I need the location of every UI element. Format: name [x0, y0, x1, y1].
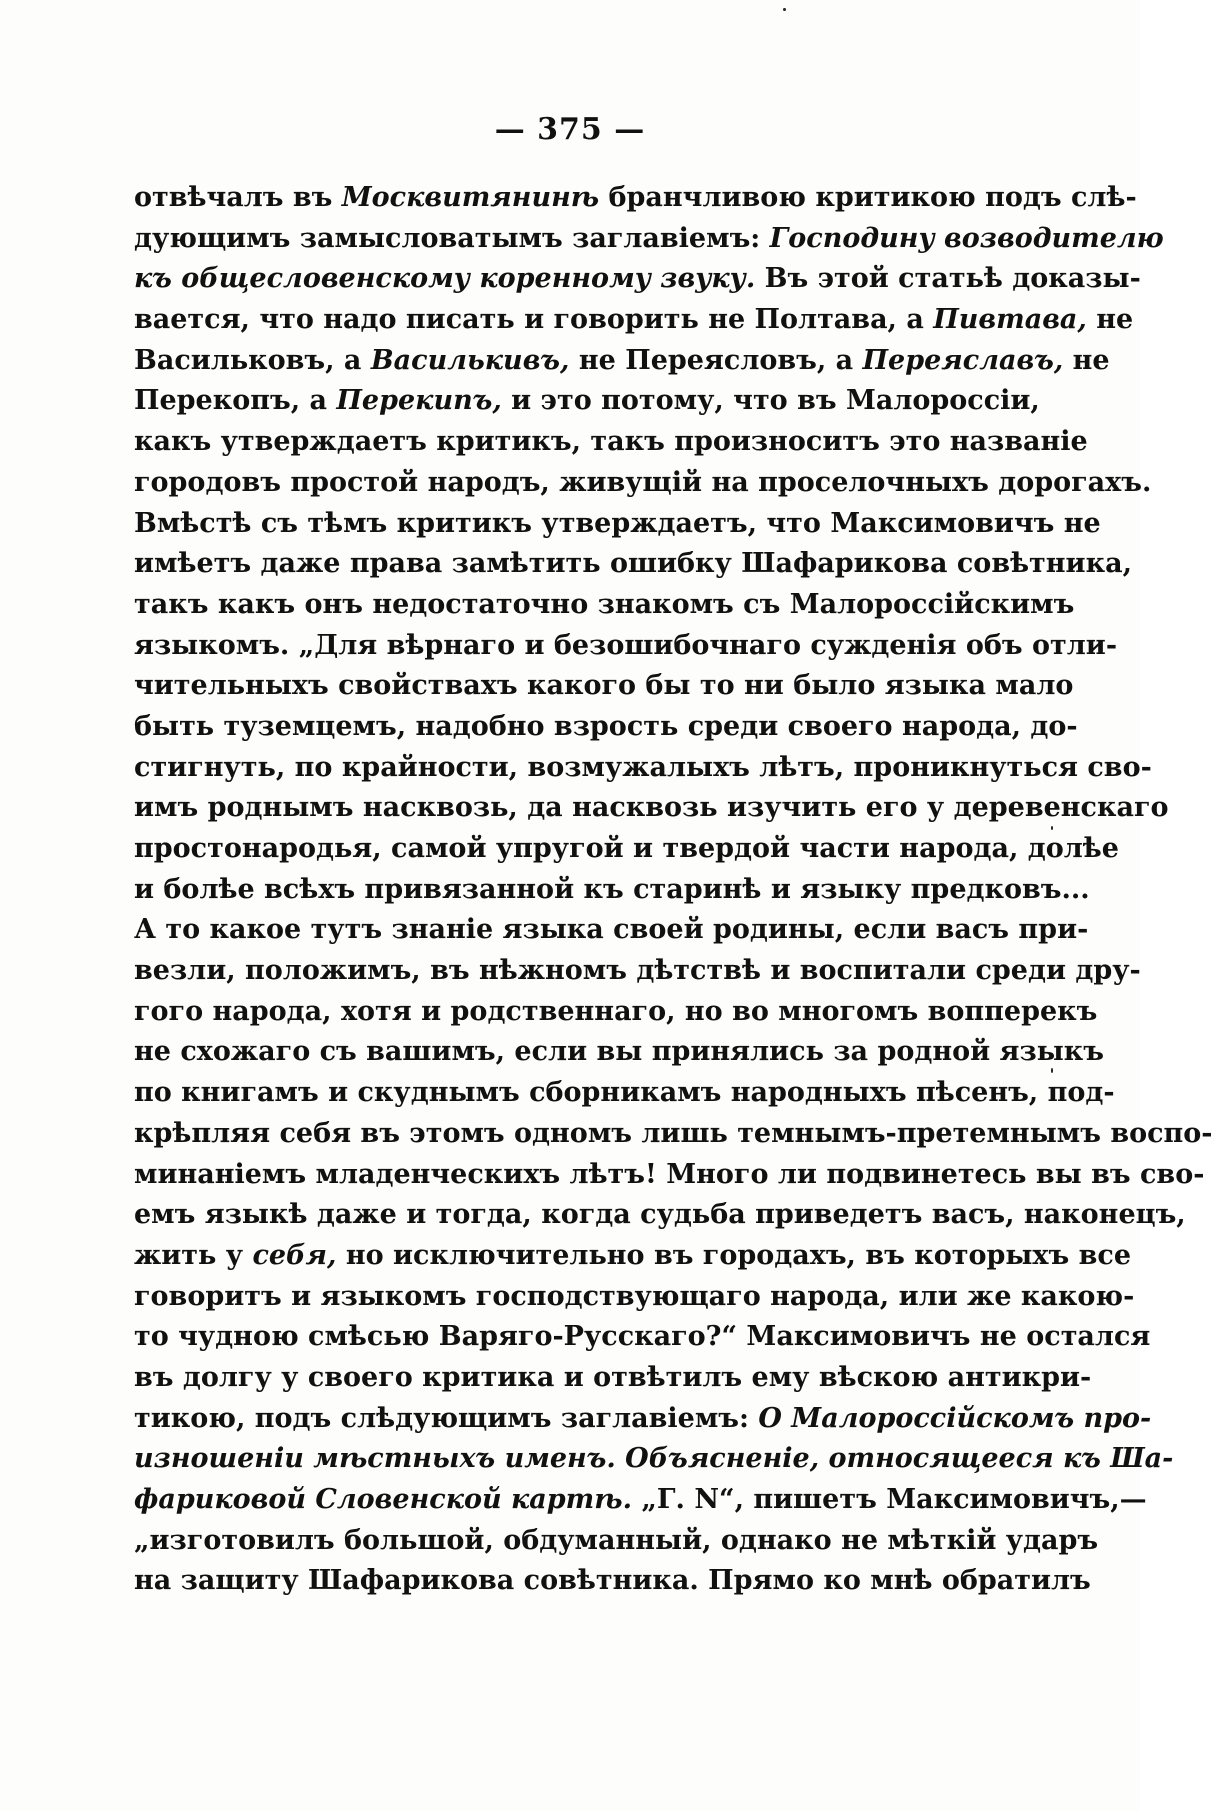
text-segment: Въ этой статьѣ доказы- [755, 263, 1141, 295]
text-segment: везли, положимъ, въ нѣжномъ дѣтствѣ и воспитали среди дру- [134, 955, 1141, 987]
text-line [134, 1439, 1174, 1480]
text-line [134, 1561, 1091, 1602]
text-line [134, 1195, 1186, 1236]
text-segment: минаніемъ младенческихъ лѣтъ! Много ли подвинетесь вы въ сво- [134, 1158, 1205, 1190]
text-line [134, 259, 1141, 300]
text-segment: въ долгу у своего критика и отвѣтилъ ему вѣскою антикри- [134, 1361, 1092, 1393]
text-line [134, 585, 1075, 626]
text-segment: и болѣе всѣхъ привязанной къ старинѣ и языку предковъ... [134, 873, 1090, 905]
scan-speck [1051, 826, 1053, 830]
text-segment: тикою, подъ слѣдующимъ заглавіемъ: [134, 1402, 759, 1434]
text-line [134, 1114, 1213, 1155]
text-line [134, 829, 1119, 870]
body-text [134, 178, 1213, 1602]
page-number: — 375 — [494, 112, 646, 147]
text-line [134, 381, 1040, 422]
text-line [134, 707, 1078, 748]
text-line [134, 178, 1137, 219]
text-segment: отвѣчалъ въ [134, 182, 342, 213]
italic-segment: О Малороссійскомъ про- [758, 1402, 1152, 1434]
italic-segment: Господину возводителю [769, 222, 1164, 254]
text-line [134, 1032, 1104, 1073]
italic-segment: себя, [252, 1239, 337, 1271]
italic-segment: Василькивъ, [370, 344, 570, 376]
text-segment: не [1086, 304, 1134, 336]
text-line [134, 1155, 1205, 1196]
italic-segment: Переяславъ, [862, 344, 1064, 376]
text-line [134, 910, 1089, 951]
italic-segment: Пивтава, [933, 304, 1087, 336]
text-segment: имъ роднымъ насквозь, да насквозь изучить его у деревенскаго [134, 792, 1169, 824]
text-line [134, 1399, 1152, 1440]
text-line [134, 341, 1110, 382]
text-segment: „изготовилъ большой, обдуманный, однако не мѣткій ударъ [134, 1524, 1099, 1556]
text-line [134, 788, 1169, 829]
italic-segment: къ общесловенскому коренному звуку. [134, 263, 756, 295]
text-segment: емъ языкѣ даже и тогда, когда судьба приведетъ васъ, наконецъ, [134, 1199, 1186, 1231]
text-line [134, 748, 1152, 789]
text-line [134, 219, 1164, 260]
text-segment: Перекопъ, а [134, 385, 337, 417]
text-segment: не Переясловъ, а [569, 344, 863, 376]
text-segment: имѣетъ даже права замѣтить ошибку Шафарикова совѣтника, [134, 548, 1132, 580]
text-segment: не схожаго съ вашимъ, если вы принялись за родной языкъ [134, 1036, 1104, 1068]
text-line [134, 1317, 1151, 1358]
italic-segment: фариковой Словенской картѣ. [134, 1484, 632, 1515]
text-segment: А то какое тутъ знаніе языка своей родины, если васъ при- [134, 914, 1089, 946]
scan-speck [783, 8, 786, 11]
italic-segment: изношеніи мѣстныхъ именъ. Объясненіе, относящееся къ Ша- [134, 1443, 1174, 1475]
text-segment: крѣпляя себя въ этомъ одномъ лишь темнымъ-претемнымъ воспо- [134, 1117, 1213, 1149]
text-line [134, 626, 1118, 667]
italic-segment: Перекипъ, [336, 385, 502, 417]
text-segment: не [1063, 344, 1110, 376]
italic-segment: Москвитянинѣ [341, 182, 600, 213]
text-segment: чительныхъ свойствахъ какого бы то ни было языка мало [134, 670, 1074, 702]
text-segment: говоритъ и языкомъ господствующаго народа, или же какою- [134, 1280, 1135, 1312]
text-line [134, 544, 1132, 585]
text-line [134, 463, 1152, 504]
text-segment: „Г. N“, пишетъ Максимовичъ,— [631, 1484, 1147, 1515]
text-line [134, 422, 1088, 463]
text-segment: какъ утверждаетъ критикъ, такъ произноситъ это названіе [134, 426, 1088, 458]
text-line [134, 1277, 1135, 1318]
text-segment: по книгамъ и скуднымъ сборникамъ народныхъ пѣсенъ, под- [134, 1077, 1115, 1109]
text-segment: но исключительно въ городахъ, въ которыхъ все [336, 1239, 1132, 1271]
text-segment: то чудною смѣсью Варяго-Русскаго?“ Максимовичъ не остался [134, 1321, 1151, 1353]
text-line [134, 300, 1134, 341]
text-segment: бранчливою критикою подъ слѣ- [599, 182, 1137, 213]
text-segment: дующимъ замысловатымъ заглавіемъ: [134, 222, 770, 254]
scan-speck [1051, 1068, 1053, 1073]
text-line [134, 666, 1074, 707]
text-segment: вается, что надо писать и говорить не Полтава, а [134, 304, 934, 336]
text-line [134, 1073, 1115, 1114]
text-segment: такъ какъ онъ недостаточно знакомъ съ Малороссійскимъ [134, 588, 1075, 620]
text-line [134, 992, 1098, 1033]
text-line [134, 1521, 1099, 1562]
text-line [134, 504, 1101, 545]
text-segment: Вмѣстѣ съ тѣмъ критикъ утверждаетъ, что Максимовичъ не [134, 507, 1101, 539]
text-segment: жить у [134, 1239, 253, 1271]
text-segment: языкомъ. „Для вѣрнаго и безошибочнаго сужденія объ отли- [134, 629, 1118, 661]
text-segment: Васильковъ, а [134, 344, 371, 376]
text-segment: и это потому, что въ Малороссіи, [501, 385, 1040, 417]
text-segment: простонародья, самой упругой и твердой части народа, долѣе [134, 833, 1119, 864]
text-segment: на защиту Шафарикова совѣтника. Прямо ко мнѣ обратилъ [134, 1565, 1091, 1597]
text-segment: городовъ простой народъ, живущій на проселочныхъ дорогахъ. [134, 466, 1152, 498]
text-line [134, 951, 1141, 992]
text-line [134, 1236, 1132, 1277]
text-line [134, 870, 1090, 911]
text-line [134, 1480, 1147, 1521]
text-line [134, 1358, 1092, 1399]
text-segment: гого народа, хотя и родственнаго, но во многомъ вопперекъ [134, 995, 1098, 1027]
text-segment: стигнуть, по крайности, возмужалыхъ лѣтъ, проникнуться сво- [134, 751, 1152, 783]
text-segment: быть туземцемъ, надобно взрость среди своего народа, до- [134, 710, 1078, 742]
